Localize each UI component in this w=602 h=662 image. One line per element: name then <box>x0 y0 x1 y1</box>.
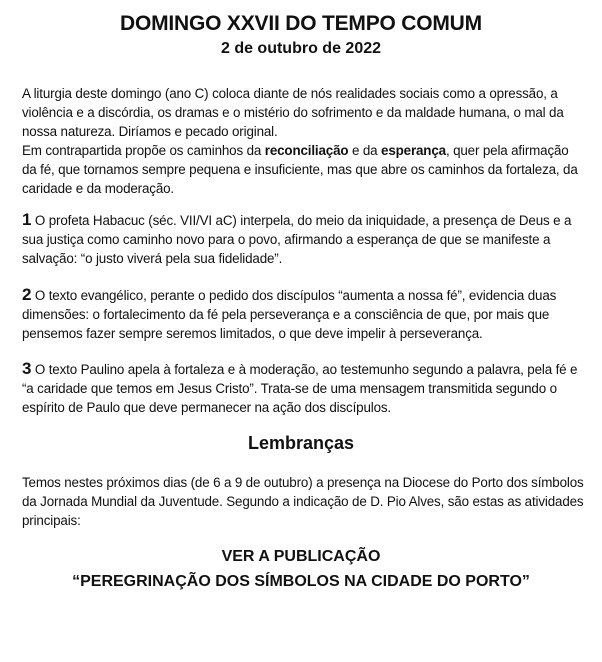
keyword-reconciliacao: reconciliação <box>264 143 349 158</box>
intro-paragraph-1: A liturgia deste domingo (ano C) coloca diante de nós realidades sociais como a opressão, a violência e a discórdia, os dramas e o mistério do sofrimento e da maldade humana, o mal da nossa natureza. Diríamos e pecado original. <box>22 86 564 139</box>
section-text <box>22 473 584 530</box>
section-paragraph: Temos nestes próximos dias (de 6 a 9 de outubro) a presença na Diocese do Porto dos símbolos da Jornada Mundial da Juventude. Segundo a indicação de D. Pio Alves, são estas as atividades principais: <box>22 475 584 528</box>
publication-title-link[interactable]: “PEREGRINAÇÃO DOS SÍMBOLOS NA CIDADE DO PORTO” <box>72 573 530 590</box>
point-2 <box>22 285 584 343</box>
point-text: O texto Paulino apela à fortaleza e à moderação, ao testemunho segundo a palavra, pela fé e “a caridade que temos em Jesus Cristo”. Trata-se de uma mensagem transmitida segundo o espírito de Paulo que deve permanecer na ação dos discípulos. <box>22 362 578 415</box>
publication-link[interactable]: VER A PUBLICAÇÃO <box>221 548 381 565</box>
keyword-esperanca: esperança <box>381 143 446 158</box>
intro-p2-mid: e da <box>348 143 382 158</box>
point-text: O profeta Habacuc (séc. VII/VI aC) interpela, do meio da iniquidade, a presença de Deus e a sua justiça como caminho novo para o povo, afirmando a esperança de que se manifeste a salvação: “o justo viverá pela sua fidelidade”. <box>22 213 572 266</box>
section-title: Lembranças <box>247 433 355 453</box>
page-title: DOMINGO XXVII DO TEMPO COMUM <box>120 12 482 35</box>
point-1 <box>22 210 584 268</box>
intro-text <box>22 84 584 198</box>
intro-p2-end: , quer pela afirmação da fé, que tornamos sempre pequena e insuficiente, mas que abre os caminhos da fortaleza, da caridade e da moderação. <box>22 143 578 196</box>
point-number: 1 <box>22 210 32 229</box>
point-number: 3 <box>22 359 32 378</box>
intro-p2-start: Em contrapartida propõe os caminhos da <box>22 143 265 158</box>
point-number: 2 <box>22 285 32 304</box>
page-date: 2 de outubro de 2022 <box>220 40 382 57</box>
point-text: O texto evangélico, perante o pedido dos discípulos “aumenta a nossa fé”, evidencia duas dimensões: o fortalecimento da fé pela perseverança e a consciência de que, por mais que pensemos fazer sempre seremos limitados, o que deve impelir à perseverança. <box>22 288 557 341</box>
intro-paragraph-2 <box>22 141 584 198</box>
point-3 <box>22 359 584 417</box>
